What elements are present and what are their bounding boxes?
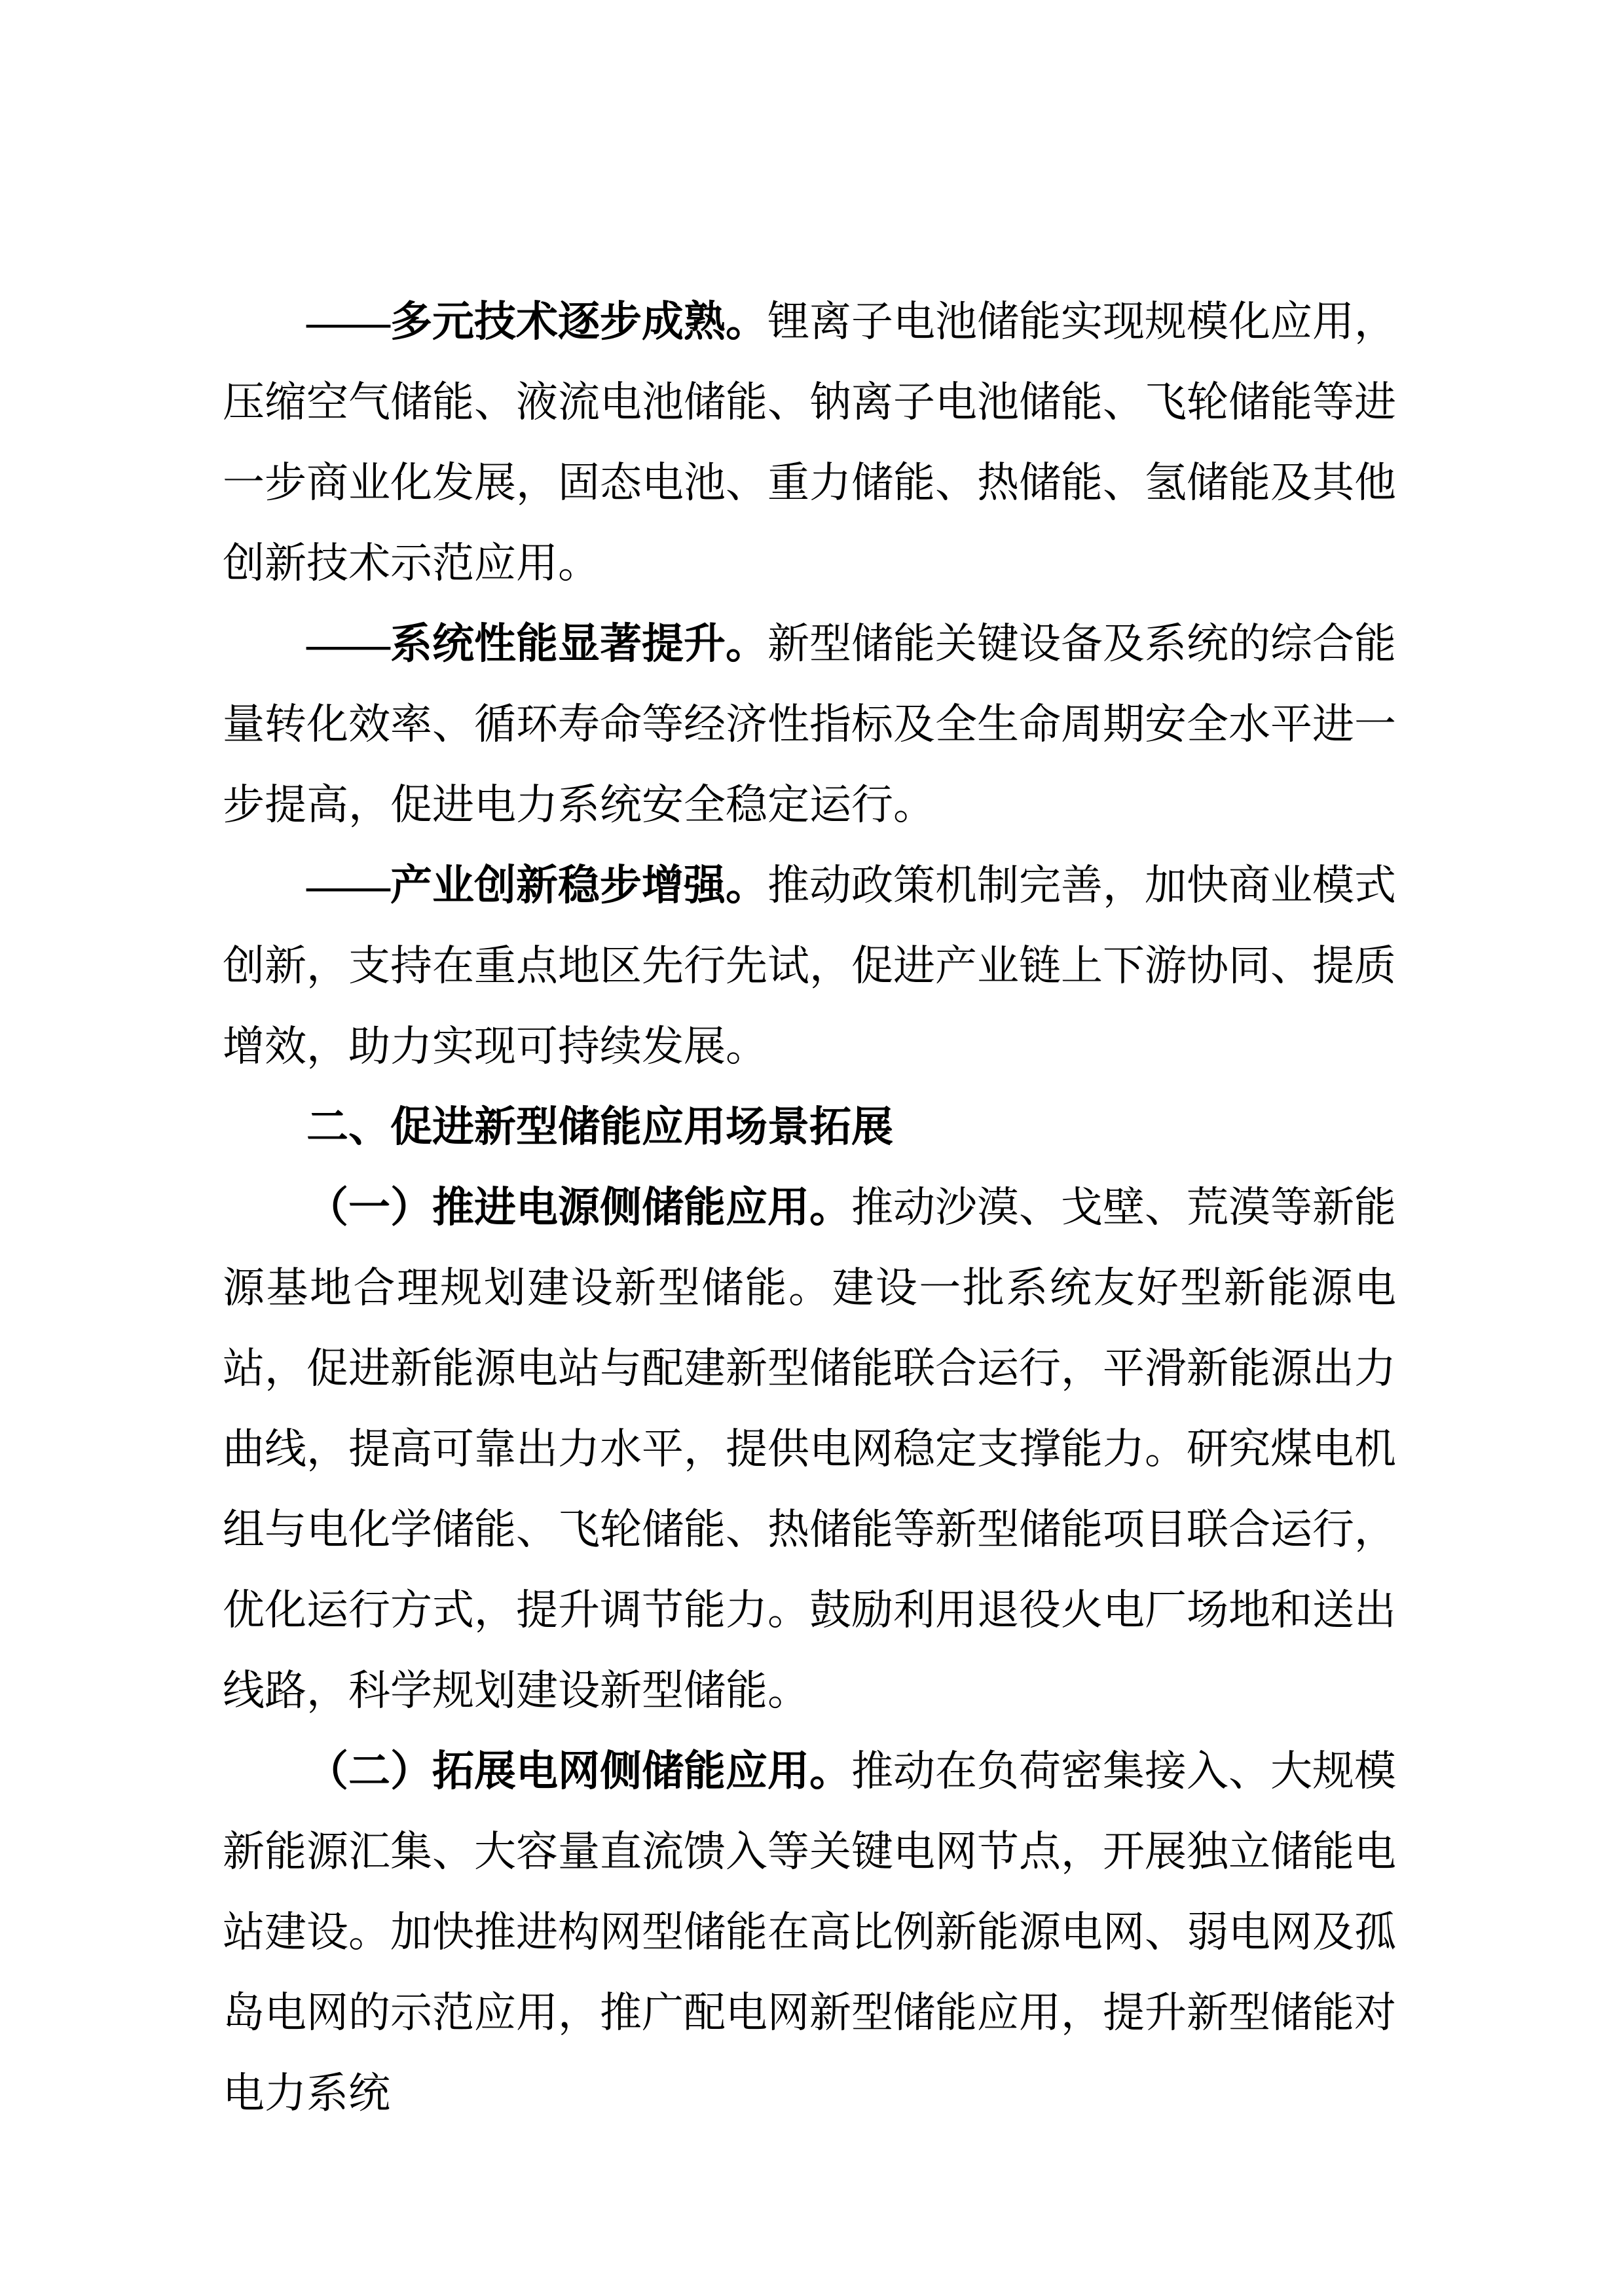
paragraph-text: 推动在负荷密集接入、大规模新能源汇集、大容量直流馈入等关键电网节点，开展独立储能电站建设。加快推进构网型储能在高比例新能源电网、弱电网及孤岛电网的示范应用，推广配电网新型储能应用，提升新型储能对电力系统 [223,1748,1396,2117]
section-heading [223,1087,1396,1167]
paragraph [223,282,1396,604]
paragraph [223,845,1396,1087]
paragraph [223,1731,1396,2134]
paragraph-text: 推动沙漠、戈壁、荒漠等新能源基地合理规划建设新型储能。建设一批系统友好型新能源电站，促进新能源电站与配建新型储能联合运行，平滑新能源出力曲线，提高可靠出力水平，提供电网稳定支撑能力。研究煤电机组与电化学储能、飞轮储能、热储能等新型储能项目联合运行，优化运行方式，提升调节能力。鼓励利用退役火电厂场地和送出线路，科学规划建设新型储能。 [223,1184,1396,1714]
paragraph-text: 锂离子电池储能实现规模化应用，压缩空气储能、液流电池储能、钠离子电池储能、飞轮储能等进一步商业化发展，固态电池、重力储能、热储能、氢储能及其他创新技术示范应用。 [223,299,1396,587]
document-body [223,282,1396,2134]
paragraph-text: 新型储能关键设备及系统的综合能量转化效率、循环寿命等经济性指标及全生命周期安全水平进一步提高，促进电力系统安全稳定运行。 [223,621,1396,828]
paragraph [223,1167,1396,1731]
paragraph-lead: ——产业创新稳步增强。 [306,862,767,909]
paragraph-lead: （二）拓展电网侧储能应用。 [306,1748,851,1795]
paragraph-lead: ——多元技术逐步成熟。 [306,299,767,345]
paragraph-lead: （一）推进电源侧储能应用。 [306,1184,851,1231]
paragraph-lead: ——系统性能显著提升。 [306,621,767,667]
paragraph-text: 二、促进新型储能应用场景拓展 [306,1103,893,1150]
paragraph-text: 推动政策机制完善，加快商业模式创新，支持在重点地区先行先试，促进产业链上下游协同、提质增效，助力实现可持续发展。 [223,862,1396,1070]
paragraph [223,604,1396,845]
